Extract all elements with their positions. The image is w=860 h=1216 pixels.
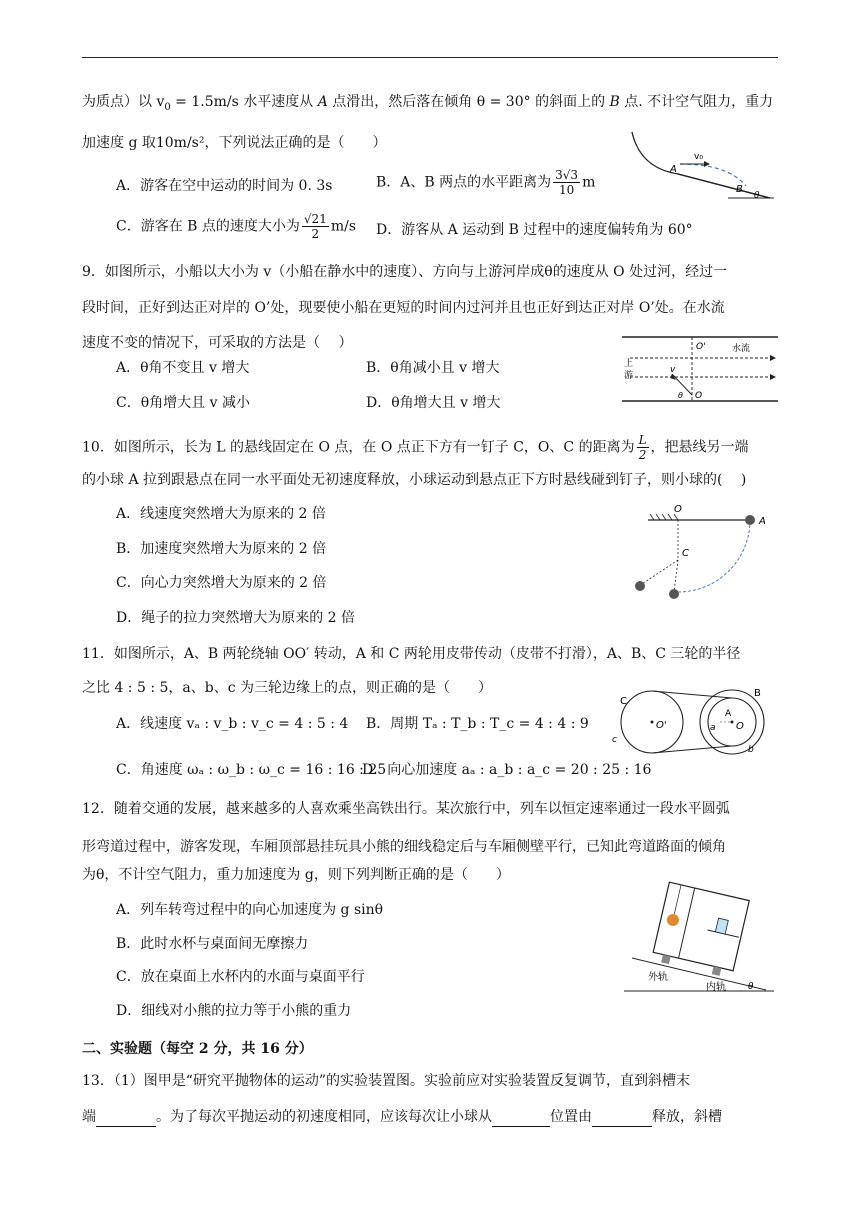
q9-fig-o: O <box>695 391 703 401</box>
q9-fig-upstream-2: 游 <box>624 371 634 381</box>
q10-option-d[interactable]: D．绳子的拉力突然增大为原来的 2 倍 <box>116 610 356 626</box>
q8-stem-line2: 加速度 g 取10m/s²，下列说法正确的是（ ） <box>82 135 387 151</box>
q11-fig-point-b: b <box>748 745 754 755</box>
q13-blank-1[interactable] <box>96 1110 156 1127</box>
q10-option-c[interactable]: C．向心力突然增大为原来的 2 倍 <box>116 575 327 591</box>
q9-fig-upstream-1: 上 <box>624 359 634 369</box>
q10-stem-line1: 10．如图所示，长为 L 的悬线固定在 O 点，在 O 点正下方有一钉子 C，O、C 的距离为 $\frac{L}{2}$ ，把悬线另一端 <box>82 433 749 462</box>
q9-option-a[interactable]: A．θ角不变且 v 增大 <box>116 360 250 376</box>
q11-stem-line2: 之比 4 : 5 : 5，a、b、c 为三轮边缘上的点，则正确的是（ ） <box>82 680 493 696</box>
q8-fig-theta: θ <box>754 191 760 201</box>
q8-option-a[interactable]: A．游客在空中运动的时间为 0. 3s <box>116 178 333 194</box>
q12-option-a[interactable]: A．列车转弯过程中的向心加速度为 g sinθ <box>116 902 384 918</box>
q10-option-a[interactable]: A．线速度突然增大为原来的 2 倍 <box>116 506 326 522</box>
q13-stem-line1: 13．（1）图甲是“研究平抛物体的运动”的实验装置图。实验前应对实验装置反复调节，直到斜槽末 <box>82 1073 691 1089</box>
q9-stem-line2: 段时间，正好到达正对岸的 O’处，现要使小船在更短的时间内过河并且也正好到达正对岸 O’处。在水流 <box>82 300 725 316</box>
q11-fig-b: B <box>754 688 761 699</box>
q13-stem-line2: 端 。为了每次平抛运动的初速度相同，应该每次让小球从 位置由 释放，斜槽 <box>82 1109 722 1125</box>
q12-fig-inner-rail: 内轨 <box>706 982 726 993</box>
q10-stem-line2: 的小球 A 拉到跟悬点在同一水平面处无初速度释放，小球运动到悬点正下方时悬线碰到钉子，则小球的( ) <box>82 472 747 488</box>
q12-stem-line1: 12．随着交通的发展，越来越多的人喜欢乘坐高铁出行。某次旅行中，列车以恒定速率通过一段水平圆弧 <box>82 801 730 817</box>
q9-stem-line1: 9．如图所示，小船以大小为 v（小船在静水中的速度）、方向与上游河岸成θ的速度从 O 处过河，经过一 <box>82 264 728 280</box>
q13-blank-2[interactable] <box>492 1110 550 1127</box>
q8-fig-label-b: B <box>736 184 743 195</box>
q9-fig-flow: 水流 <box>732 344 751 354</box>
q12-stem-line3: 为θ，不计空气阻力，重力加速度为 g，则下列判断正确的是（ ） <box>82 867 510 883</box>
q11-fig-o: O <box>736 721 744 732</box>
q8-figure-slope <box>628 128 778 204</box>
q12-stem-line2: 形弯道过程中，游客发现，车厢顶部悬挂玩具小熊的细线稳定后与车厢侧壁平行，已知此弯道路面的倾角 <box>82 839 726 855</box>
q8-option-d[interactable]: D．游客从 A 运动到 B 过程中的速度偏转角为 60° <box>376 222 693 238</box>
q11-fig-c: C <box>620 696 627 707</box>
q8-stem-line1: 为质点）以 $v_0 = 1.5m/s$ 水平速度从 A 点滑出，然后落在倾角 θ = 30° 的斜面上的 B 点. 不计空气阻力，重力 <box>82 94 774 113</box>
q9-figure-river <box>620 334 780 406</box>
q11-option-c[interactable]: C．角速度 ωₐ : ω_b : ω_c = 16 : 16 : 25 <box>116 762 387 778</box>
q13-blank-3[interactable] <box>592 1110 652 1127</box>
q12-option-d[interactable]: D．细线对小熊的拉力等于小熊的重力 <box>116 1003 352 1019</box>
q9-option-d[interactable]: D．θ角增大且 v 增大 <box>366 395 501 411</box>
header-rule <box>82 57 778 58</box>
q9-option-b[interactable]: B．θ角减小且 v 增大 <box>366 360 500 376</box>
q12-fig-theta: θ <box>748 982 754 992</box>
q11-figure-wheels <box>606 684 782 756</box>
q10-fig-a: A <box>759 516 766 527</box>
q11-fig-a: A <box>725 709 732 719</box>
q10-figure-pendulum <box>620 500 770 606</box>
q11-option-b[interactable]: B．周期 Tₐ : T_b : T_c = 4 : 4 : 9 <box>366 716 589 732</box>
q12-option-b[interactable]: B．此时水杯与桌面间无摩擦力 <box>116 936 309 952</box>
q9-option-c[interactable]: C．θ角增大且 v 减小 <box>116 395 250 411</box>
q11-option-d[interactable]: D．向心加速度 aₐ : a_b : a_c = 20 : 25 : 16 <box>362 762 652 778</box>
q8-fig-v0: v₀ <box>694 152 703 162</box>
q11-option-a[interactable]: A．线速度 vₐ : v_b : v_c = 4 : 5 : 4 <box>116 716 349 732</box>
q11-stem-line1: 11．如图所示，A、B 两轮绕轴 OO′ 转动，A 和 C 两轮用皮带传动（皮带不打滑），A、B、C 三轮的半径 <box>82 646 741 662</box>
q12-fig-outer-rail: 外轨 <box>648 972 668 983</box>
q8-option-b[interactable]: B．A、B 两点的水平距离为 $\frac{3√3}{10}$ m <box>376 168 596 197</box>
q11-fig-o-prime: O' <box>656 720 667 731</box>
q9-fig-o-prime: O' <box>696 342 706 352</box>
q8-fig-label-a: A <box>670 164 677 175</box>
q9-fig-v: v <box>670 365 676 375</box>
q10-option-b[interactable]: B．加速度突然增大为原来的 2 倍 <box>116 541 327 557</box>
q11-fig-point-a: a <box>710 723 716 733</box>
section-experiment-heading: 二、实验题（每空 2 分，共 16 分） <box>82 1041 313 1057</box>
q10-fig-o: O <box>674 504 682 515</box>
q11-fig-point-c: c <box>612 735 617 745</box>
q8-option-c[interactable]: C．游客在 B 点的速度大小为 $\frac{√21}{2}$ m/s <box>116 212 357 241</box>
q9-stem-line3: 速度不变的情况下，可采取的方法是（ ） <box>82 335 353 351</box>
q12-figure-train <box>620 876 776 994</box>
q12-option-c[interactable]: C．放在桌面上水杯内的水面与桌面平行 <box>116 969 365 985</box>
q10-fig-c: C <box>682 548 689 559</box>
q9-fig-theta: θ <box>678 391 683 400</box>
